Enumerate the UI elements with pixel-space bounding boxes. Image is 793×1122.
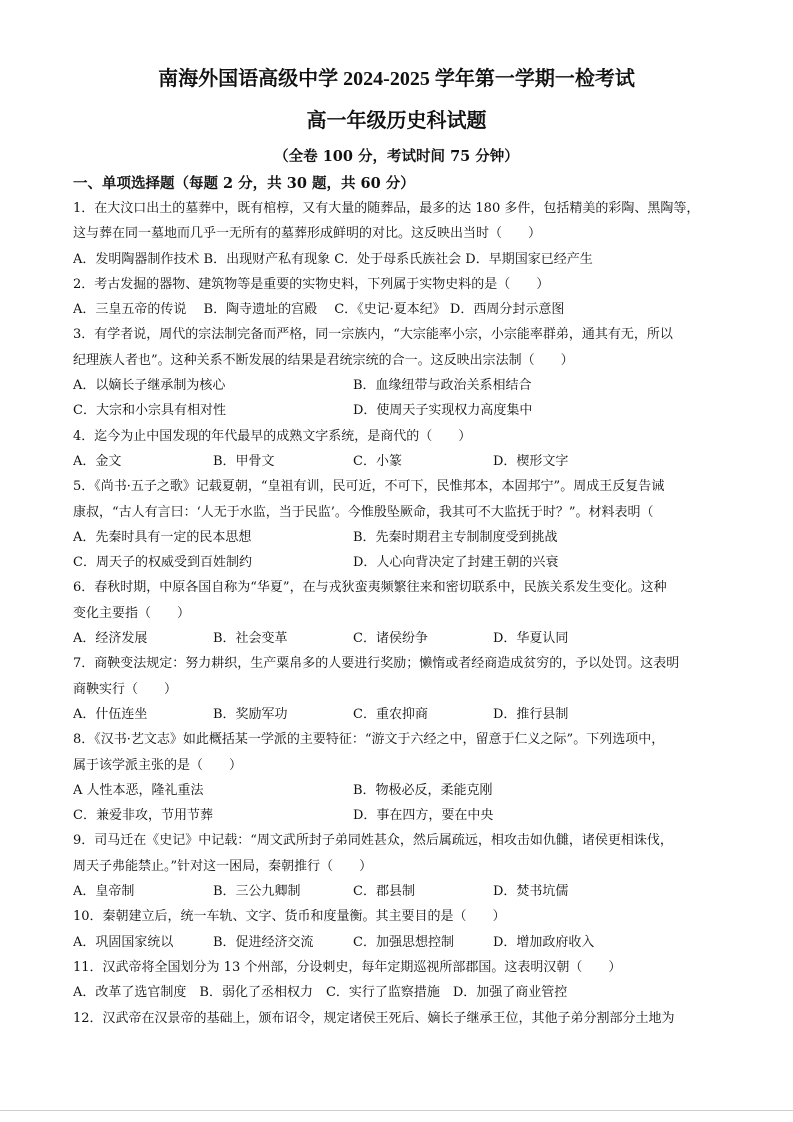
exam-note: （全卷 100 分，考试时间 75 分钟） — [274, 148, 519, 165]
option-b: B．甲骨文 — [213, 453, 275, 469]
option-b: B．三公九卿制 — [213, 884, 301, 900]
question-7 — [73, 651, 723, 727]
option-c: C．小篆 — [353, 453, 402, 469]
question-9 — [73, 828, 723, 904]
option-d: D．推行县制 — [493, 706, 569, 722]
option-a: A．以嫡长子继承制为核心 — [73, 378, 226, 394]
question-text: 这与葬在同一墓地而几乎一无所有的墓葬形成鲜明的对比。这反映出当时（ ） — [73, 226, 542, 242]
question-text: 5．《尚书·五子之歌》记载夏朝，“皇祖有训，民可近，不可下，民惟邦本，本固邦宁”。周成王反复告诫 — [73, 479, 665, 495]
question-text: 变化主要指（ ） — [73, 605, 191, 621]
section-heading: 一、单项选择题（每题 2 分，共 30 题，共 60 分） — [73, 175, 415, 192]
option-b: B．奖励军功 — [213, 706, 288, 722]
question-10 — [73, 904, 723, 955]
option-b: B．社会变革 — [213, 631, 288, 647]
option-row — [73, 778, 723, 803]
option-d: D．人心向背决定了封建王朝的兴衰 — [353, 555, 559, 571]
question-text: 商鞅实行（ ） — [73, 681, 178, 697]
question-options: A．改革了选官制度 B．弱化了丞相权力 C．实行了监察措施 D．加强了商业管控 — [73, 985, 568, 1001]
option-d: D．增加政府收入 — [493, 934, 595, 950]
option-row — [73, 803, 723, 828]
question-12 — [73, 1006, 723, 1031]
option-b: B．物极必反，柔能克刚 — [353, 782, 493, 798]
exam-subject-title: 高一年级历史科试题 — [306, 110, 487, 132]
question-text: 6．春秋时期，中原各国自称为“华夏”，在与戎狄蛮夷频繁往来和密切联系中，民族关系发生变化。这种 — [73, 580, 667, 596]
option-b: B．促进经济交流 — [213, 934, 314, 950]
question-text: 11．汉武帝将全国划分为 13 个州部，分设刺史，每年定期巡视所部郡国。这表明汉朝（ ） — [73, 959, 622, 975]
exam-title: 南海外国语高级中学 2024-2025 学年第一学期一检考试 — [158, 68, 635, 90]
question-text: 2．考古发掘的器物、建筑物等是重要的实物史料，下列属于实物史料的是（ ） — [73, 276, 550, 292]
option-a: A．巩固国家统以 — [73, 934, 174, 950]
question-6 — [73, 575, 723, 651]
option-c: C．周天子的权威受到百姓制约 — [73, 555, 252, 571]
option-d: D．焚书坑儒 — [493, 884, 569, 900]
option-row — [73, 373, 723, 398]
option-a: A 人性本恶，隆礼重法 — [73, 782, 204, 798]
option-c: C．兼爱非攻，节用节葬 — [73, 808, 213, 824]
question-2 — [73, 272, 723, 323]
question-text: 周天子弗能禁止。”针对这一困局，秦朝推行（ ） — [73, 858, 373, 874]
question-text: 4．迄今为止中国发现的年代最早的成熟文字系统，是商代的（ ） — [73, 428, 472, 444]
question-3 — [73, 322, 723, 423]
option-b: B．先秦时期君主专制制度受到挑战 — [353, 529, 558, 545]
option-a: A．什伍连坐 — [73, 706, 148, 722]
question-text: 纪理族人者也”。这种关系不断发展的结果是君统宗统的合一。这反映出宗法制（ ） — [73, 352, 574, 368]
option-d: D．使周天子实现权力高度集中 — [353, 403, 533, 419]
question-text: 3．有学者说，周代的宗法制完备而严格，同一宗族内，“大宗能率小宗，小宗能率群弟，通其有无，所以 — [73, 327, 673, 343]
question-options: A．三皇五帝的传说 B．陶寺遗址的宫殿 C．《史记·夏本纪》 D．西周分封示意图 — [73, 302, 565, 318]
question-text: 9．司马迁在《史记》中记载：“周文武所封子弟同姓甚众，然后属疏远，相攻击如仇雠，诸侯更相诛伐， — [73, 833, 673, 849]
question-5 — [73, 474, 723, 575]
question-8 — [73, 727, 723, 828]
option-a: A．先秦时具有一定的民本思想 — [73, 529, 252, 545]
option-row — [73, 449, 723, 474]
option-c: C．郡县制 — [353, 884, 415, 900]
question-11 — [73, 955, 723, 1006]
option-a: A．经济发展 — [73, 631, 148, 647]
question-list — [73, 196, 723, 1031]
option-b: B．血缘纽带与政治关系相结合 — [353, 378, 532, 394]
option-c: C．重农抑商 — [353, 706, 428, 722]
page-bottom-divider — [0, 1110, 793, 1111]
option-d: D．事在四方，要在中央 — [353, 808, 494, 824]
question-4 — [73, 424, 723, 475]
option-row — [73, 550, 723, 575]
question-text: 7．商鞅变法规定：努力耕织，生产粟帛多的人要进行奖励；懒惰或者经商造成贫穷的，予以处罚。这表明 — [73, 656, 680, 672]
option-row — [73, 626, 723, 651]
question-text: 12．汉武帝在汉景帝的基础上，颁布诏令，规定诸侯王死后、嫡长子继承王位，其他子弟分割部分土地为 — [73, 1010, 675, 1026]
question-1 — [73, 196, 723, 272]
option-d: D．楔形文字 — [493, 453, 569, 469]
option-a: A．皇帝制 — [73, 884, 135, 900]
option-c: C．加强思想控制 — [353, 934, 454, 950]
option-row — [73, 398, 723, 423]
question-text: 1．在大汶口出土的墓葬中，既有棺椁，又有大量的随葬品，最多的达 180 多件，包括精美的彩陶、黑陶等， — [73, 201, 700, 216]
question-options: A．发明陶器制作技术 B．出现财产私有现象 C．处于母系氏族社会 D．早期国家已经产生 — [73, 251, 593, 267]
option-row — [73, 930, 723, 955]
option-d: D．华夏认同 — [493, 631, 569, 647]
question-text: 10．秦朝建立后，统一车轨、文字、货币和度量衡。其主要目的是（ ） — [73, 909, 506, 925]
option-a: A．金文 — [73, 453, 122, 469]
question-text: 属于该学派主张的是（ ） — [73, 757, 243, 773]
question-text: 8．《汉书·艺文志》如此概括某一学派的主要特征：“游文于六经之中，留意于仁义之际”。下列选项中， — [73, 732, 665, 748]
question-text: 康叔，“古人有言曰：‘人无于水监，当于民监’。今惟殷坠厥命，我其可不大监抚于时？”。材料表明（ — [73, 504, 654, 520]
option-row — [73, 702, 723, 727]
option-row — [73, 525, 723, 550]
option-c: C．大宗和小宗具有相对性 — [73, 403, 226, 419]
option-c: C．诸侯纷争 — [353, 631, 428, 647]
option-row — [73, 879, 723, 904]
